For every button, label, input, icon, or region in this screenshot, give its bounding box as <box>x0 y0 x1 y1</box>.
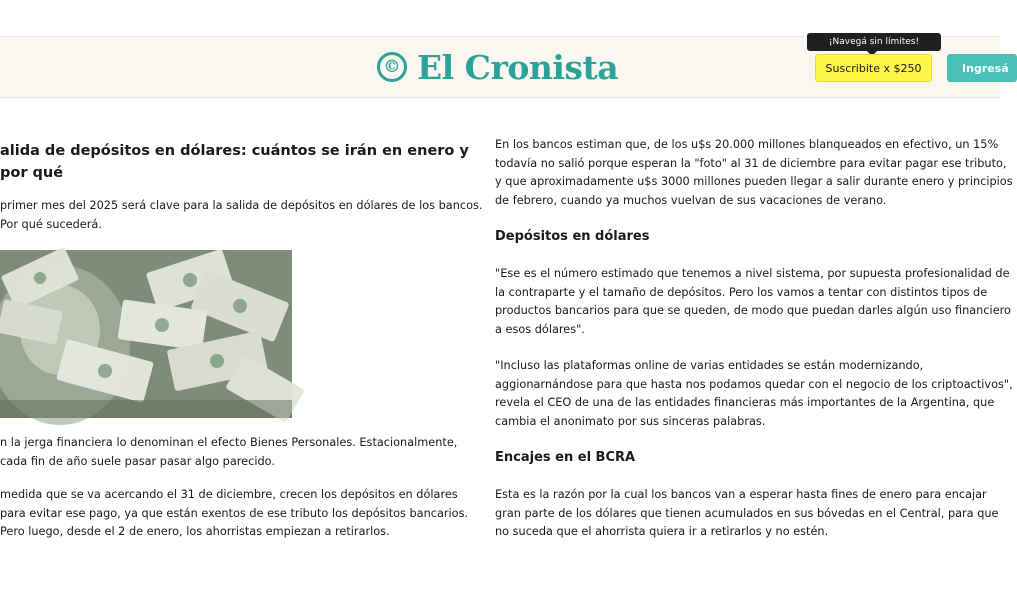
article-paragraph: "Incluso las plataformas online de varias entidades se están modernizando, aggionarnándose para que hasta nos podamos quedar con el negocio de los criptoactivos", revela el CEO de una de las entidades financieras más importantes de la Argentina, que cambia el anonimato por sus sinceras palabras. <box>495 359 1013 428</box>
promo-tooltip: ¡Navegá sin límites! <box>807 33 941 51</box>
login-button[interactable]: Ingresá <box>947 54 1017 82</box>
article-lead: primer mes del 2025 será clave para la salida de depósitos en dólares de los bancos. Por qué sucederá. <box>0 199 483 231</box>
article-paragraph: "Ese es el número estimado que tenemos a nivel sistema, por supuesta profesionalidad de la contraparte y el tamaño de depósitos. Pero los vamos a tentar con distintos tipos de productos bancarios para que se queden, de modo que puedan darles algún uso financiero a esos dólares". <box>495 267 1011 336</box>
section-heading-depositos: Depósitos en dólares <box>495 229 650 244</box>
section-heading-encajes: Encajes en el BCRA <box>495 450 636 465</box>
logo-text: El Cronista <box>417 47 619 87</box>
site-logo[interactable] <box>377 47 618 87</box>
article-right-column <box>495 136 1015 560</box>
article-paragraph: medida que se va acercando el 31 de diciembre, crecen los depósitos en dólares para evitar ese pago, ya que están exentos de ese tributo los depósitos bancarios. Pero luego, desde el 2 de enero, los ahorristas empiezan a retirarlos. <box>0 488 469 538</box>
browser-top-strip <box>0 0 1000 36</box>
article-paragraph: n la jerga financiera lo denominan el efecto Bienes Personales. Estacionalmente, cada fin de año suele pasar pasar algo parecido. <box>0 436 458 468</box>
article-paragraph: Esta es la razón por la cual los bancos van a esperar hasta fines de enero para encajar gran parte de los dólares que tienen acumulados en sus bóvedas en el Central, para que no suceda que el ahorrista quiera ir a retirarlos y no estén. <box>495 488 999 538</box>
article-paragraph: En los bancos estiman que, de los u$s 20.000 millones blanqueados en efectivo, un 15% todavía no salió porque esperan la "foto" al 31 de diciembre para evitar pagar ese tributo, y que aproximadamente u$s 3000 millones pueden llegar a salir durante enero y principios de febrero, cuando ya muchos vuelvan de sus vacaciones de verano. <box>495 138 1013 207</box>
article-left-column <box>0 140 485 557</box>
article-photo-dollar-bills <box>0 250 292 418</box>
copyright-logo-icon: © <box>377 52 407 82</box>
subscribe-button[interactable]: Suscribite x $250 <box>815 54 932 82</box>
dollar-bills-illustration <box>0 250 292 418</box>
article-title: alida de depósitos en dólares: cuántos se irán en enero y por qué <box>0 143 469 181</box>
